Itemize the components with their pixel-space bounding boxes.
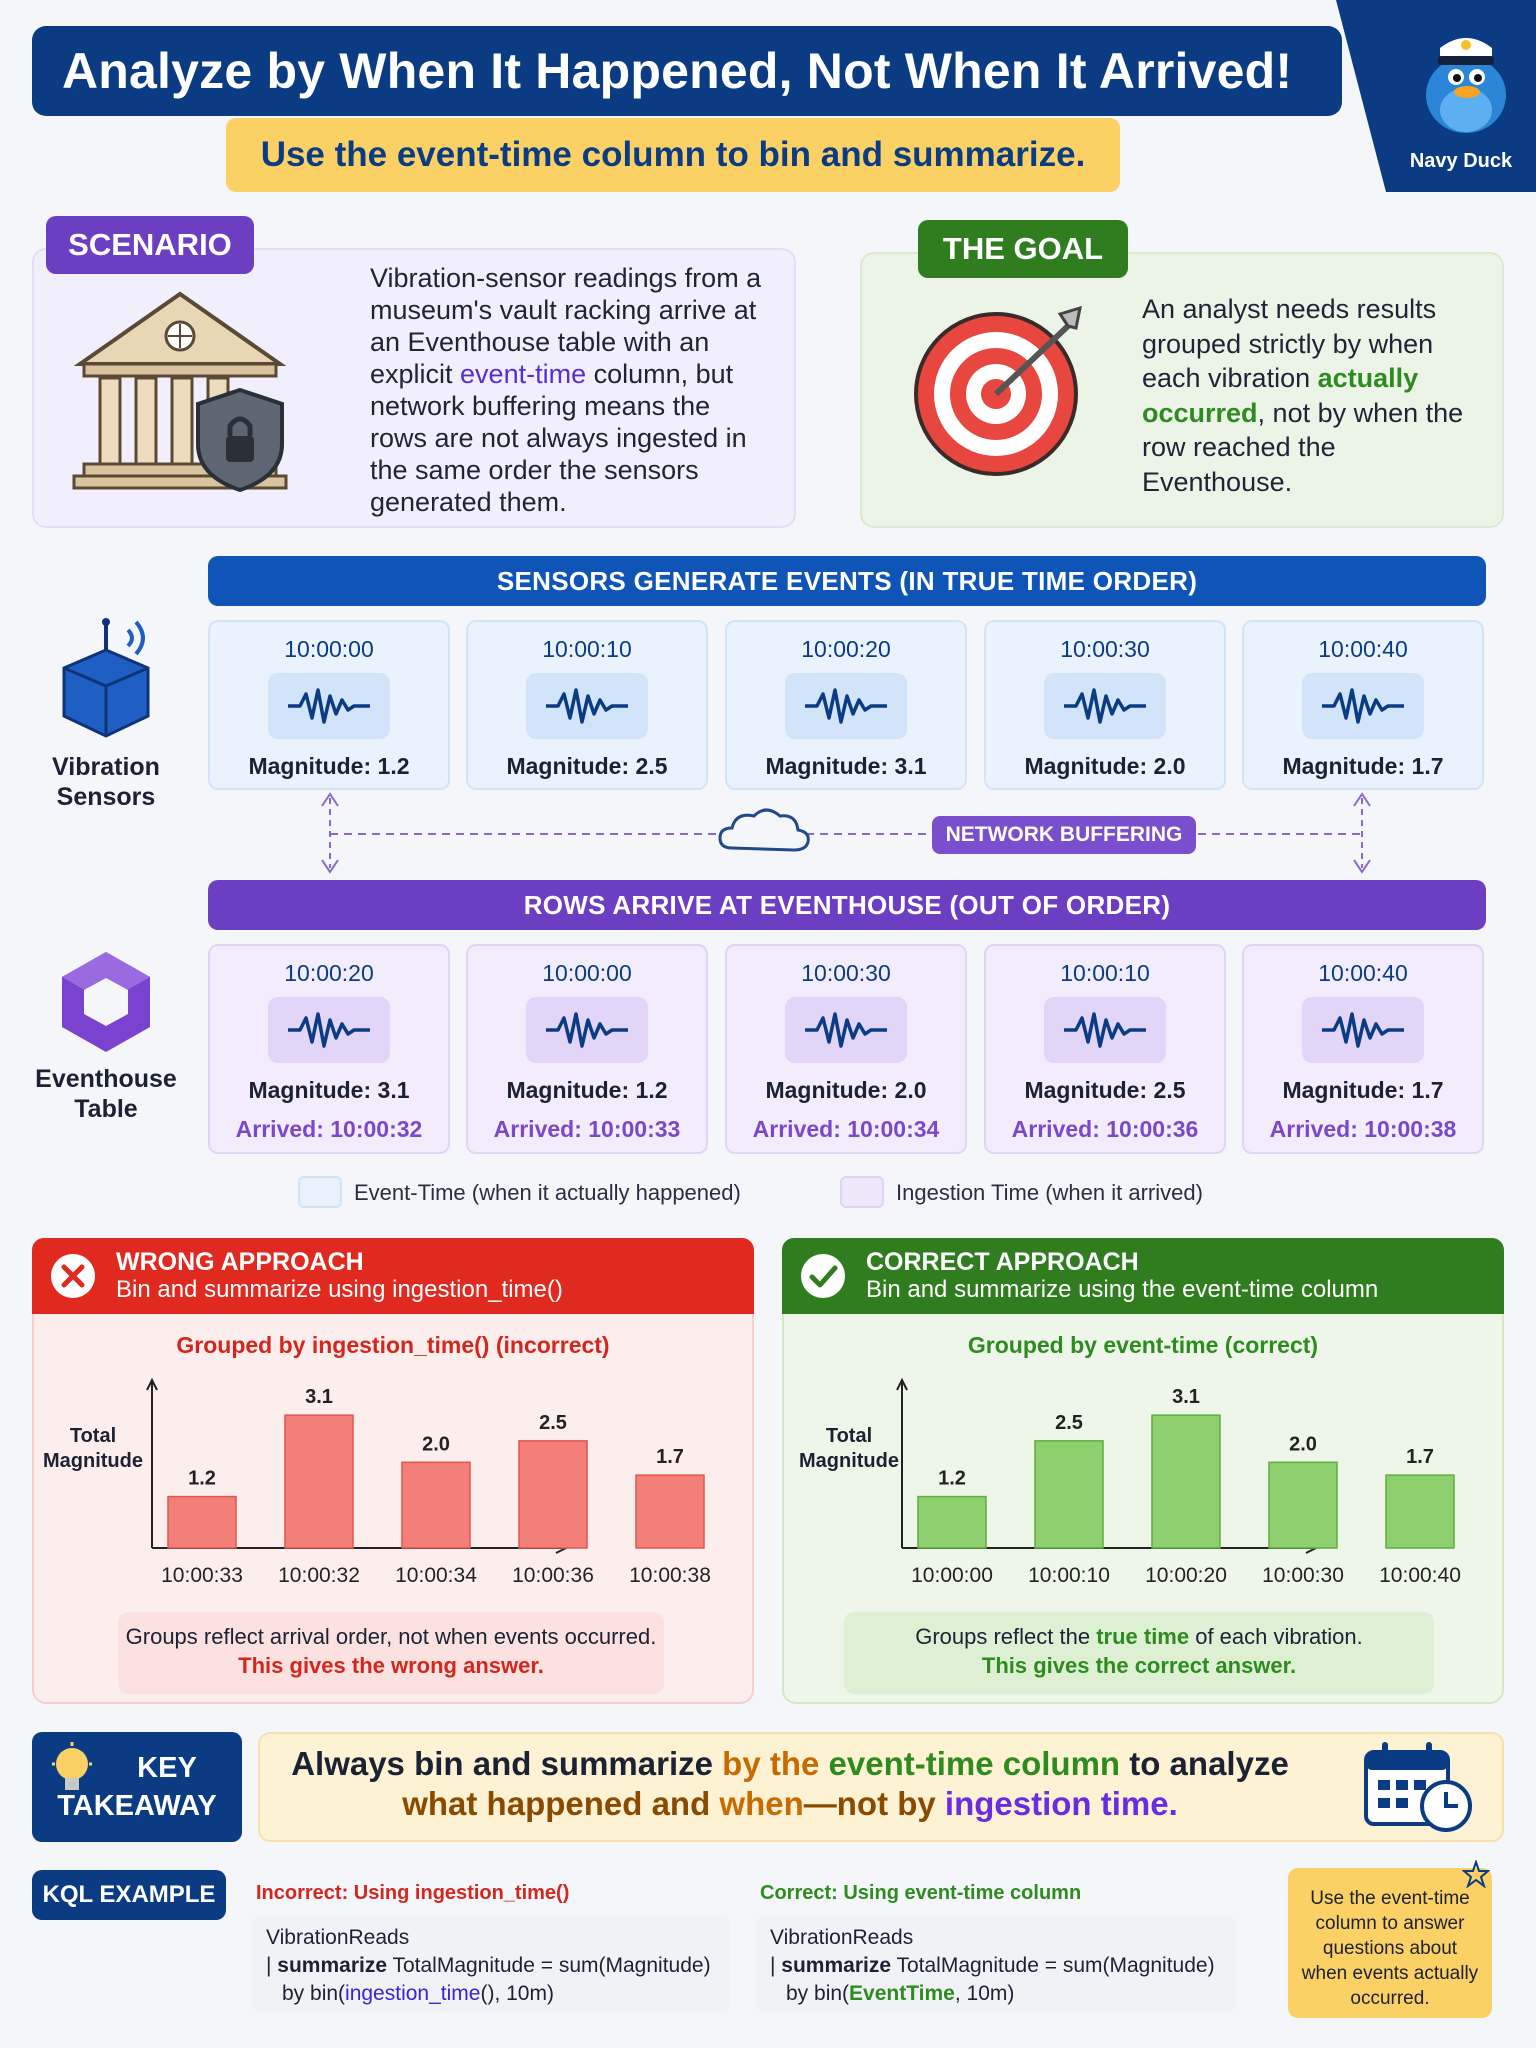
waveform-icon <box>1302 673 1424 739</box>
correct-chart-ylabel: Total Magnitude <box>799 1425 899 1472</box>
arrival-row-card <box>466 944 708 1154</box>
event-time-highlight: event-time <box>460 359 587 389</box>
row-event-time: 10:00:10 <box>1060 960 1150 986</box>
bar-value-label: 2.0 <box>1289 1433 1317 1456</box>
event-time: 10:00:40 <box>1318 636 1408 662</box>
waveform-icon <box>785 673 907 739</box>
x-tick-label: 10:00:36 <box>512 1564 594 1587</box>
target-icon <box>900 298 1100 478</box>
wrong-chart-title: Grouped by ingestion_time() (incorrect) <box>176 1332 610 1358</box>
takeaway-text: Always bin and summarize by the event-time column to analyze what happened and when—not by ingestion time. <box>291 1745 1289 1822</box>
legend-ingestion-swatch <box>840 1176 884 1208</box>
scenario-tag: SCENARIO <box>46 216 254 274</box>
eventhouse-label: Eventhouse Table <box>35 1065 177 1123</box>
museum-vault-icon <box>70 286 290 496</box>
kql-tip-note: Use the event-time column to answer questions about when events actually occurred. <box>1288 1868 1492 2018</box>
bar <box>168 1497 236 1548</box>
kql-incorrect-label: Incorrect: Using ingestion_time() <box>256 1882 570 1904</box>
row-arrived-time: Arrived: 10:00:34 <box>752 1116 940 1142</box>
page-title: Analyze by When It Happened, Not When It Arrived! <box>32 26 1342 116</box>
arrival-row-card <box>208 944 450 1154</box>
bar <box>1269 1462 1337 1548</box>
event-magnitude: Magnitude: 2.5 <box>506 753 668 779</box>
arrival-row-card <box>725 944 967 1154</box>
waveform-icon <box>785 997 907 1063</box>
waveform-icon <box>1044 997 1166 1063</box>
arrivals-banner: ROWS ARRIVE AT EVENTHOUSE (OUT OF ORDER) <box>208 880 1486 930</box>
bar-value-label: 1.2 <box>188 1467 216 1490</box>
arrival-row-card <box>1242 944 1484 1154</box>
event-time: 10:00:30 <box>1060 636 1150 662</box>
bar <box>636 1475 704 1548</box>
page-subtitle: Use the event-time column to bin and summarize. <box>226 118 1120 192</box>
wrong-bar-chart <box>32 1370 754 1600</box>
event-magnitude: Magnitude: 1.7 <box>1282 753 1444 779</box>
bar <box>1386 1475 1454 1548</box>
sensor-event-card <box>1242 620 1484 790</box>
eventhouse-icon <box>56 948 156 1058</box>
bar-value-label: 3.1 <box>1172 1386 1200 1409</box>
x-tick-label: 10:00:34 <box>395 1564 477 1587</box>
bar-value-label: 1.7 <box>656 1446 684 1469</box>
correct-chart-title: Grouped by event-time (correct) <box>967 1332 1319 1358</box>
row-arrived-time: Arrived: 10:00:32 <box>235 1116 423 1142</box>
scenario-text: Vibration-sensor readings from a museum's vault racking arrive at an Eventhouse table with an explicit event-time column, but network buffering means the rows are not always ingested in the same order the sensors generated them. <box>370 263 762 517</box>
cloud-icon <box>720 810 808 850</box>
row-magnitude: Magnitude: 1.7 <box>1282 1077 1444 1103</box>
legend-event-time: Event-Time (when it actually happened) <box>354 1180 741 1205</box>
actually-occurred-highlight: actually occurred <box>1142 363 1419 428</box>
bar <box>402 1462 470 1548</box>
wrong-approach-sub: Bin and summarize using ingestion_time() <box>116 1276 563 1303</box>
x-tick-label: 10:00:20 <box>1145 1564 1227 1587</box>
sensor-event-card <box>984 620 1226 790</box>
event-magnitude: Magnitude: 2.0 <box>1024 753 1186 779</box>
row-event-time: 10:00:40 <box>1318 960 1408 986</box>
row-magnitude: Magnitude: 1.2 <box>506 1077 668 1103</box>
wrong-chart-ylabel: Total Magnitude <box>43 1425 143 1472</box>
event-time: 10:00:20 <box>801 636 891 662</box>
arrival-row-card <box>984 944 1226 1154</box>
event-magnitude: Magnitude: 3.1 <box>765 753 927 779</box>
key-takeaway-tag: KEY TAKEAWAY <box>32 1732 242 1842</box>
navy-duck-badge <box>1336 0 1536 192</box>
bar-value-label: 2.5 <box>539 1411 567 1434</box>
bar <box>918 1497 986 1548</box>
kql-correct-label: Correct: Using event-time column <box>760 1882 1082 1904</box>
check-circle-icon <box>798 1251 848 1301</box>
bar-value-label: 2.5 <box>1055 1411 1083 1434</box>
row-event-time: 10:00:30 <box>801 960 891 986</box>
x-tick-label: 10:00:38 <box>629 1564 711 1587</box>
row-arrived-time: Arrived: 10:00:36 <box>1011 1116 1199 1142</box>
row-magnitude: Magnitude: 2.0 <box>765 1077 927 1103</box>
kql-example-tag: KQL EXAMPLE <box>32 1870 226 1920</box>
correct-approach-header <box>782 1238 1504 1314</box>
star-icon <box>1462 1860 1490 1888</box>
row-magnitude: Magnitude: 3.1 <box>248 1077 410 1103</box>
legend-event-time-swatch <box>298 1176 342 1208</box>
bar-value-label: 3.1 <box>305 1386 333 1409</box>
row-magnitude: Magnitude: 2.5 <box>1024 1077 1186 1103</box>
bar-value-label: 2.0 <box>422 1433 450 1456</box>
x-tick-label: 10:00:32 <box>278 1564 360 1587</box>
bar <box>1152 1415 1220 1548</box>
legend-ingestion-time: Ingestion Time (when it arrived) <box>896 1180 1203 1205</box>
x-tick-label: 10:00:30 <box>1262 1564 1344 1587</box>
bar <box>285 1415 353 1548</box>
waveform-icon <box>268 673 390 739</box>
waveform-icon <box>526 997 648 1063</box>
x-tick-label: 10:00:33 <box>161 1564 243 1587</box>
waveform-icon <box>1044 673 1166 739</box>
sensors-label: Vibration Sensors <box>52 753 160 811</box>
bar <box>519 1441 587 1548</box>
sensor-event-card <box>725 620 967 790</box>
waveform-icon <box>1302 997 1424 1063</box>
bar-value-label: 1.2 <box>938 1467 966 1490</box>
event-time: 10:00:00 <box>284 636 374 662</box>
row-event-time: 10:00:00 <box>542 960 632 986</box>
kql-correct-code: VibrationReads | summarize TotalMagnitude = sum(Magnitude) by bin(EventTime, 10m) <box>756 1916 1236 2012</box>
wrong-approach-heading: WRONG APPROACH <box>116 1248 364 1276</box>
row-arrived-time: Arrived: 10:00:38 <box>1269 1116 1457 1142</box>
sensor-event-card <box>208 620 450 790</box>
goal-tag: THE GOAL <box>918 220 1128 278</box>
calendar-clock-icon <box>1362 1740 1476 1836</box>
waveform-icon <box>268 997 390 1063</box>
correct-note: Groups reflect the true time of each vibration. This gives the correct answer. <box>844 1612 1434 1694</box>
waveform-icon <box>526 673 648 739</box>
event-magnitude: Magnitude: 1.2 <box>248 753 410 779</box>
network-buffering-connector <box>300 792 1420 874</box>
correct-approach-heading: CORRECT APPROACH <box>866 1248 1139 1276</box>
sensor-event-card <box>466 620 708 790</box>
x-tick-label: 10:00:00 <box>911 1564 993 1587</box>
x-tick-label: 10:00:10 <box>1028 1564 1110 1587</box>
bar-value-label: 1.7 <box>1406 1446 1434 1469</box>
event-time: 10:00:10 <box>542 636 632 662</box>
vibration-sensor-icon <box>56 616 176 746</box>
correct-approach-sub: Bin and summarize using the event-time column <box>866 1276 1379 1303</box>
network-buffering-tag: NETWORK BUFFERING <box>932 816 1196 854</box>
wrong-note: Groups reflect arrival order, not when events occurred. This gives the wrong answer. <box>118 1612 664 1694</box>
bar <box>1035 1441 1103 1548</box>
row-event-time: 10:00:20 <box>284 960 374 986</box>
correct-bar-chart <box>782 1370 1504 1600</box>
sensors-banner: SENSORS GENERATE EVENTS (IN TRUE TIME ORDER) <box>208 556 1486 606</box>
kql-incorrect-code: VibrationReads | summarize TotalMagnitude = sum(Magnitude) by bin(ingestion_time(), 10m) <box>252 1916 730 2012</box>
x-circle-icon <box>48 1251 98 1301</box>
wrong-approach-header <box>32 1238 754 1314</box>
goal-text: An analyst needs results grouped strictly by when each vibration actually occurred, not by when the row reached the Eventhouse. <box>1142 294 1464 497</box>
row-arrived-time: Arrived: 10:00:33 <box>493 1116 681 1142</box>
x-tick-label: 10:00:40 <box>1379 1564 1461 1587</box>
brand-label: Navy Duck <box>1409 150 1513 172</box>
